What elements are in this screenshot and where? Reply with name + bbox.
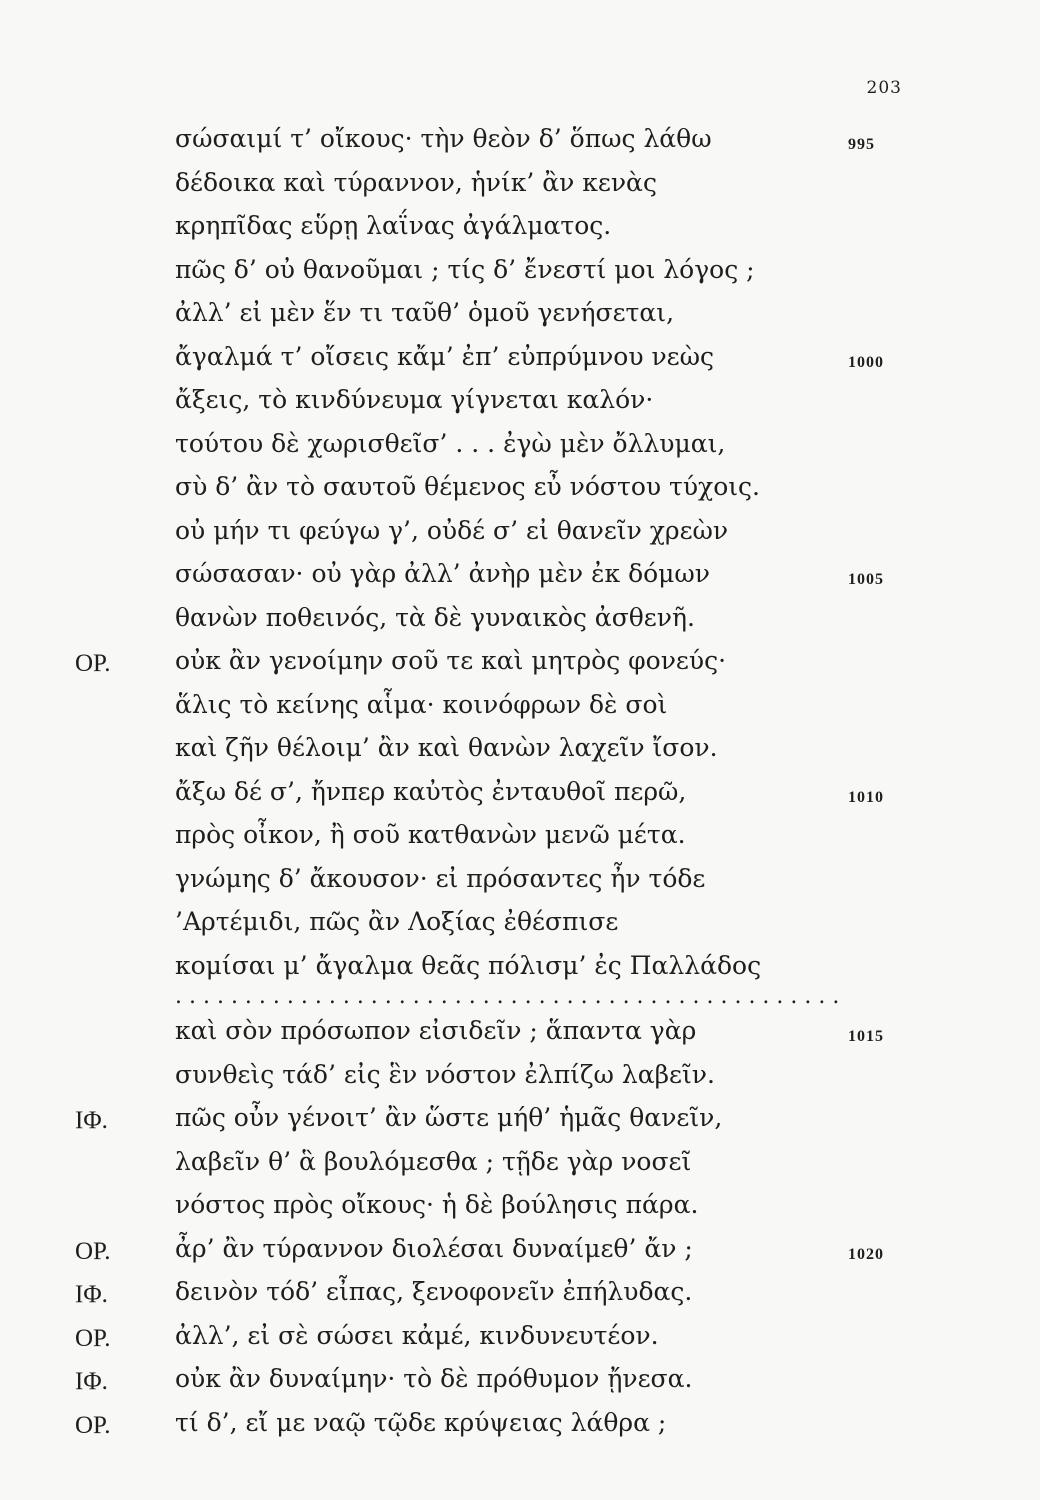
verse-line xyxy=(0,1408,1040,1452)
verse-line xyxy=(0,429,1040,473)
line-number: 1010 xyxy=(848,788,884,806)
verse-line xyxy=(0,1147,1040,1191)
verse-text: θανὼν ποθεινός, τὰ δὲ γυναικὸς ἀσθενῆ. xyxy=(175,602,695,632)
line-number: 1000 xyxy=(848,353,884,371)
verse-text: δεινὸν τόδ’ εἶπας, ξενοφονεῖν ἐπήλυδας. xyxy=(175,1277,693,1306)
line-number: 1015 xyxy=(848,1028,884,1045)
speaker-label: ΙΦ. xyxy=(75,1281,108,1308)
verse-text: πρὸς οἶκον, ἢ σοῦ κατθανὼν μενῶ μέτα. xyxy=(175,820,686,849)
verse-text: σὺ δ’ ἂν τὸ σαυτοῦ θέμενος εὖ νόστου τύχοις. xyxy=(175,472,760,501)
verse-text: τί δ’, εἴ με ναῷ τῷδε κρύψειας λάθρα ; xyxy=(175,1407,667,1437)
verse-text: δέδοικα καὶ τύραννον, ἡνίκ’ ἂν κενὰς xyxy=(175,167,657,197)
verse-text: οὐκ ἂν δυναίμην· τὸ δὲ πρόθυμον ᾔνεσα. xyxy=(175,1364,693,1393)
verse-text: κομίσαι μ’ ἄγαλμα θεᾶς πόλισμ’ ἐς Παλλάδος xyxy=(175,950,762,980)
verse-text: καὶ ζῆν θέλοιμ’ ἂν καὶ θανὼν λαχεῖν ἴσον. xyxy=(175,733,718,762)
verse-line xyxy=(0,1103,1040,1147)
verse-line xyxy=(0,342,1040,386)
speaker-label: ΙΦ. xyxy=(75,1107,108,1134)
verse-line xyxy=(0,168,1040,212)
speaker-label: ΟΡ. xyxy=(75,1324,111,1352)
verse-line xyxy=(0,255,1040,299)
verse-text: ’Αρτέμιδι, πῶς ἂν Λοξίας ἐθέσπισε xyxy=(175,907,619,936)
verse-line xyxy=(0,820,1040,864)
verse-text: . . . . . . . . . . . . . . . . . . . . . . . . . . . . . . . . . . . . . . . . . . . . . . . . xyxy=(175,984,840,1009)
verse-text: νόστος πρὸς οἴκους· ἡ δὲ βούλησις πάρα. xyxy=(175,1190,699,1219)
verse-text: ἆρ’ ἂν τύραννον διολέσαι δυναίμεθ’ ἄν ; xyxy=(175,1233,693,1263)
verse-line xyxy=(0,298,1040,342)
verse-line xyxy=(0,1277,1040,1321)
verse-line xyxy=(0,211,1040,255)
lacuna-line xyxy=(0,984,1040,1016)
line-number: 1005 xyxy=(848,571,884,588)
verse-text: γνώμης δ’ ἄκουσον· εἰ πρόσαντες ἦν τόδε xyxy=(175,863,706,893)
verse-line xyxy=(0,559,1040,603)
verse-text: συνθεὶς τάδ’ εἰς ἓν νόστον ἐλπίζω λαβεῖν. xyxy=(175,1059,715,1089)
verse-line xyxy=(0,1364,1040,1408)
verse-text: ἅλις τὸ κείνης αἷμα· κοινόφρων δὲ σοὶ xyxy=(175,689,668,719)
verse-line xyxy=(0,1321,1040,1365)
verse-line xyxy=(0,1234,1040,1278)
verse-line xyxy=(0,690,1040,734)
verse-line xyxy=(0,1016,1040,1060)
verse-line xyxy=(0,733,1040,777)
verse-line xyxy=(0,516,1040,560)
verse-text: οὐκ ἂν γενοίμην σοῦ τε καὶ μητρὸς φονεύς· xyxy=(175,646,727,675)
verse-text: σώσασαν· οὐ γὰρ ἀλλ’ ἀνὴρ μὲν ἐκ δόμων xyxy=(175,559,710,588)
verse-text: πῶς οὖν γένοιτ’ ἂν ὥστε μήθ’ ἡμᾶς θανεῖν, xyxy=(175,1103,723,1132)
verse-lines xyxy=(0,124,1040,1451)
verse-line xyxy=(0,603,1040,647)
verse-text: τούτου δὲ χωρισθεῖσ’ . . . ἐγὼ μὲν ὄλλυμαι, xyxy=(175,428,726,458)
page-number: 203 xyxy=(866,78,902,98)
verse-text: κρηπῖδας εὕρῃ λαΐνας ἀγάλματος. xyxy=(175,211,612,240)
speaker-label: ΟΡ. xyxy=(75,1411,111,1439)
verse-line xyxy=(0,472,1040,516)
verse-line xyxy=(0,1060,1040,1104)
speaker-label: ΟΡ. xyxy=(75,1237,111,1265)
verse-line xyxy=(0,1190,1040,1234)
verse-text: ἄγαλμά τ’ οἴσεις κἄμ’ ἐπ’ εὐπρύμνου νεὼς xyxy=(175,341,715,371)
verse-text: λαβεῖν θ’ ἃ βουλόμεσθα ; τῇδε γὰρ νοσεῖ xyxy=(175,1146,692,1176)
verse-line xyxy=(0,777,1040,821)
verse-line xyxy=(0,646,1040,690)
line-number: 1020 xyxy=(848,1245,884,1263)
verse-text: πῶς δ’ οὐ θανοῦμαι ; τίς δ’ ἔνεστί μοι λόγος ; xyxy=(175,254,755,284)
speaker-label: ΙΦ. xyxy=(75,1368,108,1395)
verse-line xyxy=(0,907,1040,951)
verse-text: ἀλλ’ εἰ μὲν ἕν τι ταῦθ’ ὁμοῦ γενήσεται, xyxy=(175,298,675,327)
verse-text: ἄξεις, τὸ κινδύνευμα γίγνεται καλόν· xyxy=(175,385,654,414)
verse-line xyxy=(0,864,1040,908)
speaker-label: ΟΡ. xyxy=(75,650,111,677)
verse-line xyxy=(0,124,1040,168)
verse-text: οὐ μήν τι φεύγω γ’, οὐδέ σ’ εἰ θανεῖν χρεὼν xyxy=(175,515,729,545)
verse-line xyxy=(0,385,1040,429)
verse-text: καὶ σὸν πρόσωπον εἰσιδεῖν ; ἅπαντα γὰρ xyxy=(175,1016,697,1045)
verse-text: ἄξω δέ σ’, ἤνπερ καὐτὸς ἐνταυθοῖ περῶ, xyxy=(175,776,687,806)
line-number: 995 xyxy=(848,136,875,153)
verse-text: σώσαιμί τ’ οἴκους· τὴν θεὸν δ’ ὅπως λάθω xyxy=(175,124,712,153)
verse-text: ἀλλ’, εἰ σὲ σώσει κἀμέ, κινδυνευτέον. xyxy=(175,1320,659,1350)
